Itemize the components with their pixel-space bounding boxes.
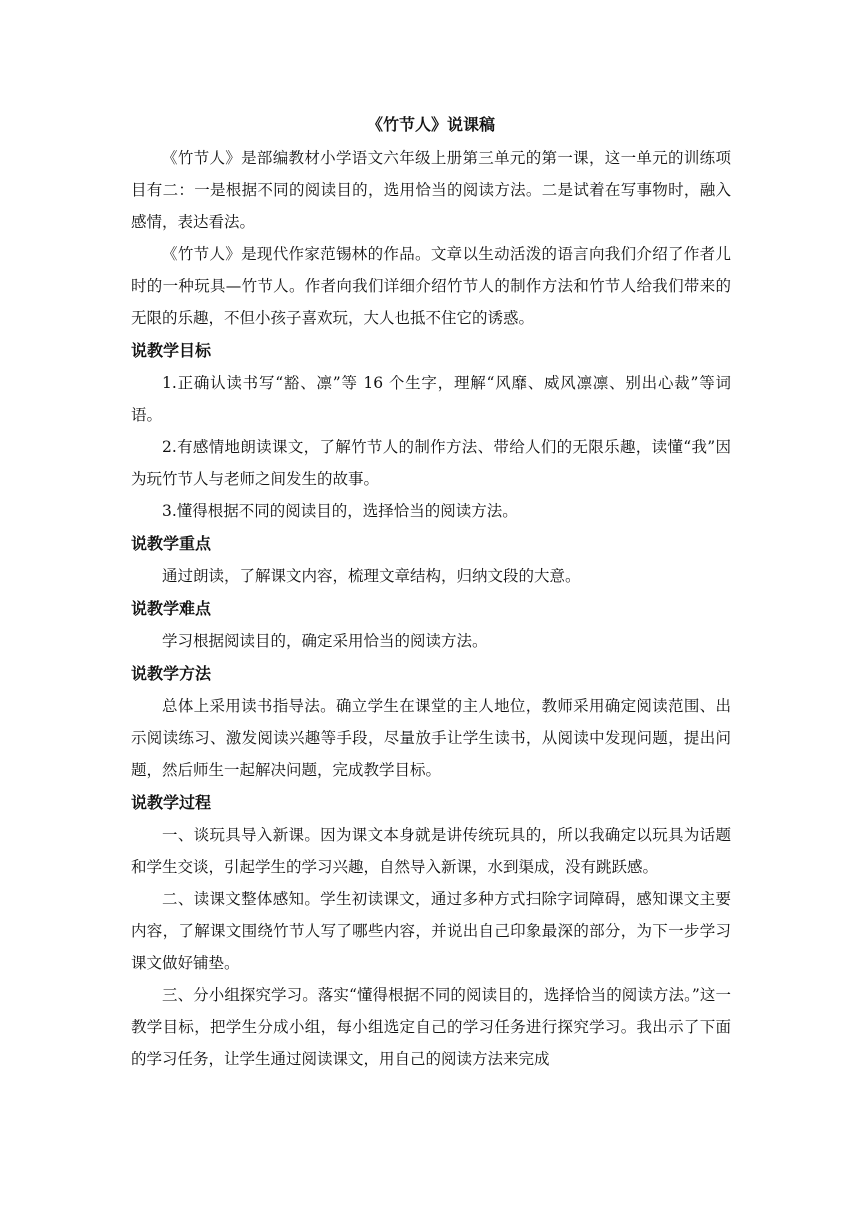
difficulty-text: 学习根据阅读目的，确定采用恰当的阅读方法。 (162, 632, 488, 650)
intro-paragraph: 《竹节人》是现代作家范锡林的作品。文章以生动活泼的语言向我们介绍了作者儿时的一种玩具—竹节人。作者向我们详细介绍竹节人的制作方法和竹节人给我们带来的无限的乐趣，不但小孩子喜欢玩，大人也抵不住它的诱惑。 (131, 245, 731, 327)
process-step: 一、谈玩具导入新课。因为课文本身就是讲传统玩具的，所以我确定以玩具为话题和学生交谈，引起学生的学习兴趣，自然导入新课，水到渠成，没有跳跃感。 (131, 826, 731, 876)
intro-paragraph: 《竹节人》是部编教材小学语文六年级上册第三单元的第一课，这一单元的训练项目有二：一是根据不同的阅读目的，选用恰当的阅读方法。二是试着在写事物时，融入感情，表达看法。 (131, 149, 731, 231)
process-step: 二、读课文整体感知。学生初读课文，通过多种方式扫除字词障碍，感知课文主要内容，了解课文围绕竹节人写了哪些内容，并说出自己印象最深的部分，为下一步学习课文做好铺垫。 (131, 890, 731, 972)
process-heading: 说教学过程 (131, 793, 212, 812)
goal-item: 2.有感情地朗读课文，了解竹节人的制作方法、带给人们的无限乐趣，读懂“我”因为玩竹节人与老师之间发生的故事。 (131, 438, 731, 488)
goal-item: 3.懂得根据不同的阅读目的，选择恰当的阅读方法。 (162, 502, 518, 520)
document-page (131, 108, 731, 1075)
goals-heading: 说教学目标 (131, 341, 212, 360)
difficulty-heading: 说教学难点 (131, 599, 212, 618)
goal-item: 1.正确认读书写“豁、凛”等 16 个生字，理解“风靡、威风凛凛、别出心裁”等词语。 (131, 374, 731, 424)
key-point-heading: 说教学重点 (131, 534, 212, 553)
method-text: 总体上采用读书指导法。确立学生在课堂的主人地位，教师采用确定阅读范围、出示阅读练习、激发阅读兴趣等手段，尽量放手让学生读书，从阅读中发现问题，提出问题，然后师生一起解决问题，完成教学目标。 (131, 697, 731, 779)
document-title: 《竹节人》说课稿 (366, 115, 495, 134)
key-point-text: 通过朗读，了解课文内容，梳理文章结构，归纳文段的大意。 (162, 567, 581, 585)
process-step: 三、分小组探究学习。落实“懂得根据不同的阅读目的，选择恰当的阅读方法。”这一教学目标，把学生分成小组，每小组选定自己的学习任务进行探究学习。我出示了下面的学习任务，让学生通过阅读课文，用自己的阅读方法来完成 (131, 986, 731, 1068)
method-heading: 说教学方法 (131, 664, 212, 683)
